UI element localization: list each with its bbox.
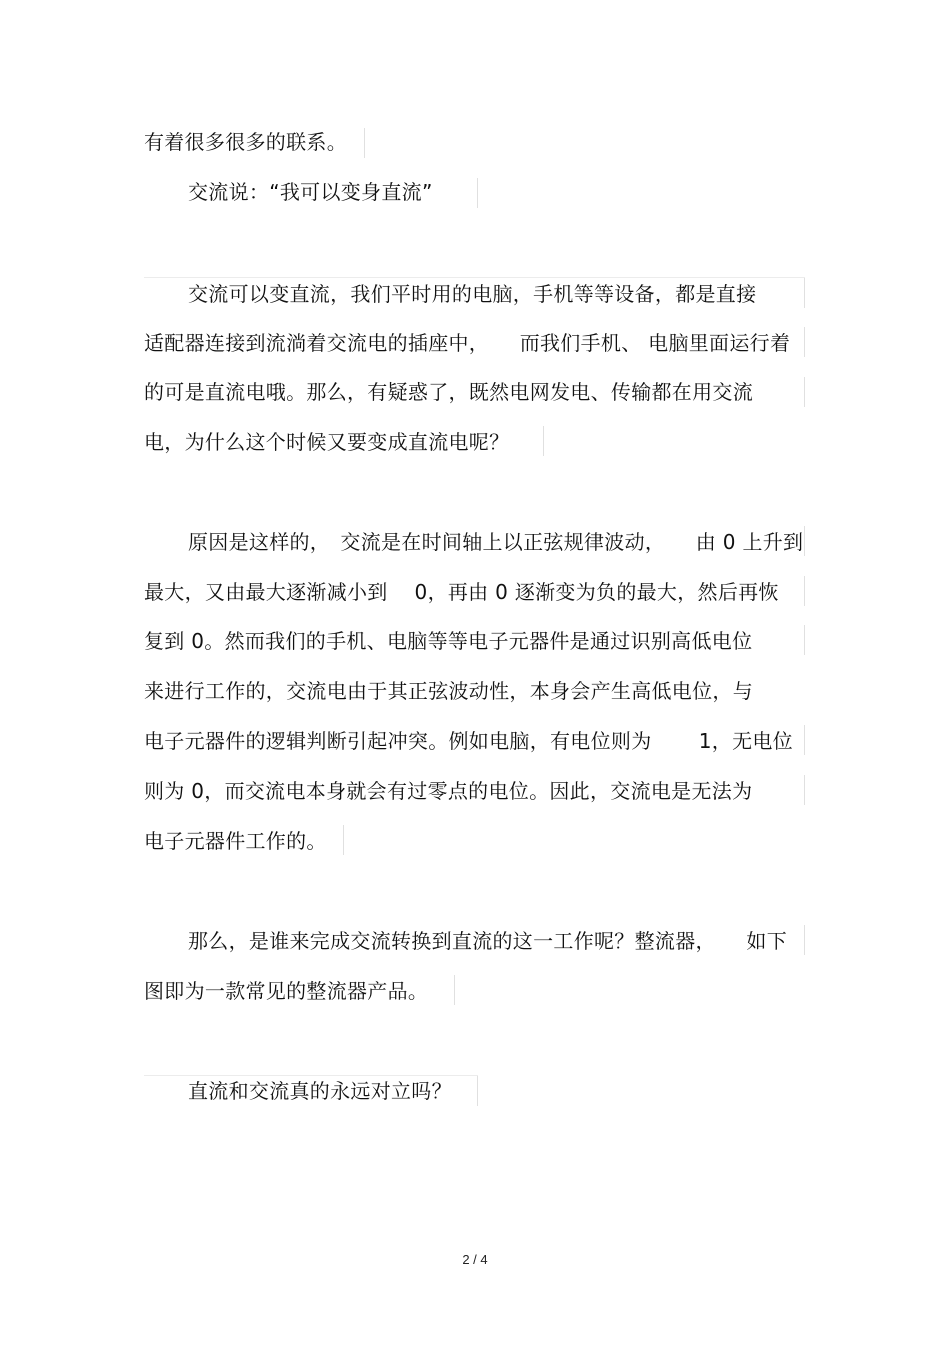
line-end-rule: [804, 278, 805, 308]
page-number: 2 / 4: [462, 1252, 488, 1267]
line-end-rule: [804, 327, 805, 357]
text-line: 的可是直流电哦。那么，有疑惑了，既然电网发电、传输都在用交流: [144, 380, 753, 404]
text-line: 最大，又由最大逐渐减小到 0，再由 0 逐渐变为负的最大，然后再恢: [144, 580, 779, 604]
paragraph-top-rule: [144, 277, 805, 278]
line-end-rule: [804, 526, 805, 556]
text-line: 电，为什么这个时候又要变成直流电呢？: [144, 430, 510, 454]
text-line: 交流说：“我可以变身直流”: [188, 180, 433, 204]
text-line: 那么，是谁来完成交流转换到直流的这一工作呢？整流器， 如下: [188, 929, 787, 953]
line-end-rule: [804, 576, 805, 606]
paragraph-top-rule: [144, 1075, 478, 1076]
line-end-rule: [804, 925, 805, 955]
line-end-rule: [804, 625, 805, 655]
line-end-rule: [343, 825, 344, 855]
line-end-rule: [454, 975, 455, 1005]
line-end-rule: [364, 128, 365, 158]
text-line: 来进行工作的，交流电由于其正弦波动性，本身会产生高低电位，与: [144, 679, 753, 703]
line-end-rule: [804, 775, 805, 805]
text-line: 电子元器件工作的。: [144, 829, 327, 853]
text-line: 适配器连接到流淌着交流电的插座中， 而我们手机、 电脑里面运行着: [144, 331, 791, 355]
text-line: 电子元器件的逻辑判断引起冲突。例如电脑，有电位则为 1，无电位: [144, 729, 793, 753]
text-line: 直流和交流真的永远对立吗？: [188, 1079, 452, 1103]
line-end-rule: [543, 426, 544, 456]
text-line: 则为 0，而交流电本身就会有过零点的电位。因此，交流电是无法为: [144, 779, 753, 803]
line-end-rule: [477, 178, 478, 208]
text-line: 交流可以变直流，我们平时用的电脑，手机等等设备，都是直接: [188, 282, 757, 306]
line-end-rule: [477, 1076, 478, 1106]
line-end-rule: [804, 725, 805, 755]
text-line: 图即为一款常见的整流器产品。: [144, 979, 429, 1003]
text-line: 复到 0。然而我们的手机、电脑等等电子元器件是通过识别高低电位: [144, 629, 753, 653]
line-end-rule: [804, 377, 805, 407]
text-line: 原因是这样的， 交流是在时间轴上以正弦规律波动， 由 0 上升到: [188, 530, 804, 554]
text-line: 有着很多很多的联系。: [144, 130, 347, 154]
